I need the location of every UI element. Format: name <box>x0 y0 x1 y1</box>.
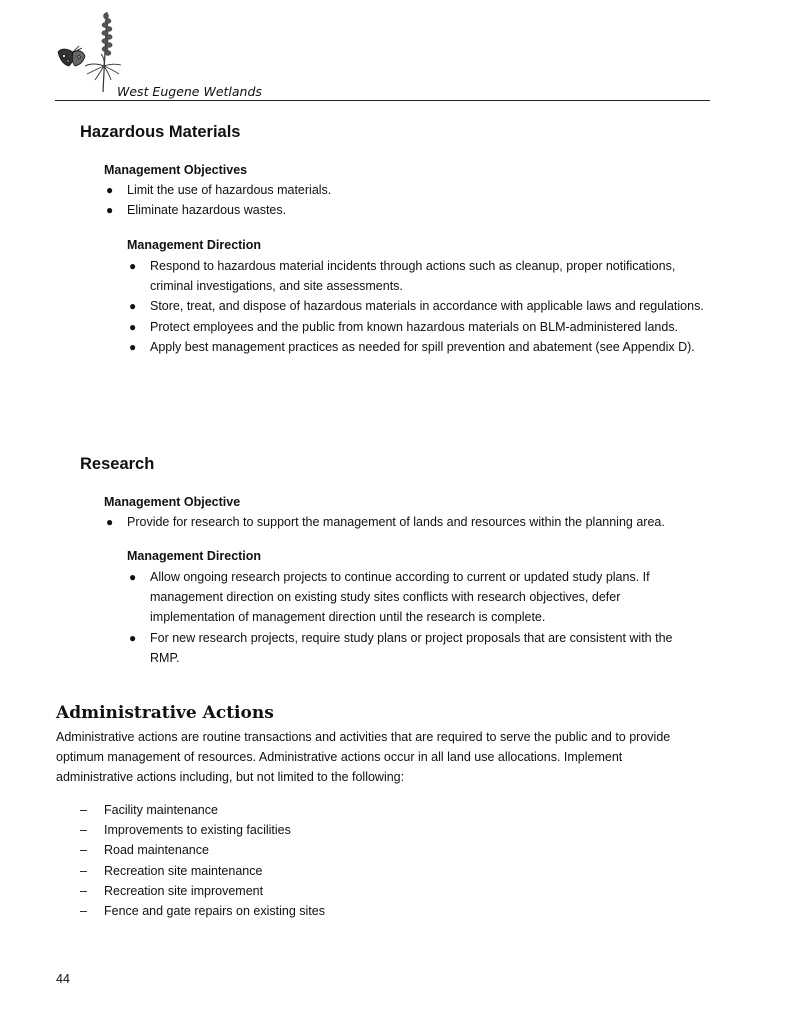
section-title: Hazardous Materials <box>80 123 241 141</box>
list-item: ● Provide for research to support the management of lands and resources within the planning area. <box>106 515 665 529</box>
actions-list <box>80 800 604 921</box>
objective-heading: Management Objective <box>104 495 241 509</box>
direction-heading: Management Direction <box>127 238 262 252</box>
header-divider <box>55 100 710 101</box>
objectives-list <box>106 512 727 532</box>
list-item: ● Store, treat, and dispose of hazardous materials in accordance with applicable laws and regulations. <box>129 299 704 314</box>
list-item: – Recreation site improvement <box>80 883 264 898</box>
header-title: West Eugene Wetlands <box>117 84 262 99</box>
direction-list <box>129 256 712 357</box>
list-item: ● Allow ongoing research projects to continue according to current or updated study plans. If management direction on existing study sites conflicts with research objectives, defer implementation of management direction until the research is complete. <box>129 570 650 625</box>
objectives-heading: Management Objectives <box>104 163 248 177</box>
list-item: – Facility maintenance <box>80 803 218 817</box>
list-item: – Recreation site maintenance <box>80 863 263 878</box>
direction-list <box>129 567 702 668</box>
direction-heading: Management Direction <box>127 549 262 563</box>
list-item: ● Respond to hazardous material incidents through actions such as cleanup, proper notifications, criminal investigations, and site assessments. <box>129 259 676 294</box>
page-number: 44 <box>56 972 70 986</box>
list-item: – Road maintenance <box>80 843 209 858</box>
list-item: ● Protect employees and the public from known hazardous materials on BLM-administered lands. <box>129 319 679 334</box>
section-title: Administrative Actions <box>56 703 274 723</box>
objectives-list <box>106 180 717 220</box>
list-item: ● Limit the use of hazardous materials. <box>106 183 332 197</box>
section-title: Research <box>80 455 155 473</box>
list-item: – Fence and gate repairs on existing sites <box>80 904 325 919</box>
page-header <box>55 8 710 101</box>
list-item: – Improvements to existing facilities <box>80 823 291 838</box>
list-item: ● For new research projects, require study plans or project proposals that are consistent with the RMP. <box>129 630 673 665</box>
intro-paragraph: Administrative actions are routine transactions and activities that are required to serve the public and to provide optimum management of resources. Administrative actions occur in all land use allocations. Implement administrative actions including, but not limited to the following: <box>56 730 671 785</box>
list-item: ● Eliminate hazardous wastes. <box>106 203 287 218</box>
list-item: ● Apply best management practices as needed for spill prevention and abatement (see Appendix D). <box>129 339 695 354</box>
